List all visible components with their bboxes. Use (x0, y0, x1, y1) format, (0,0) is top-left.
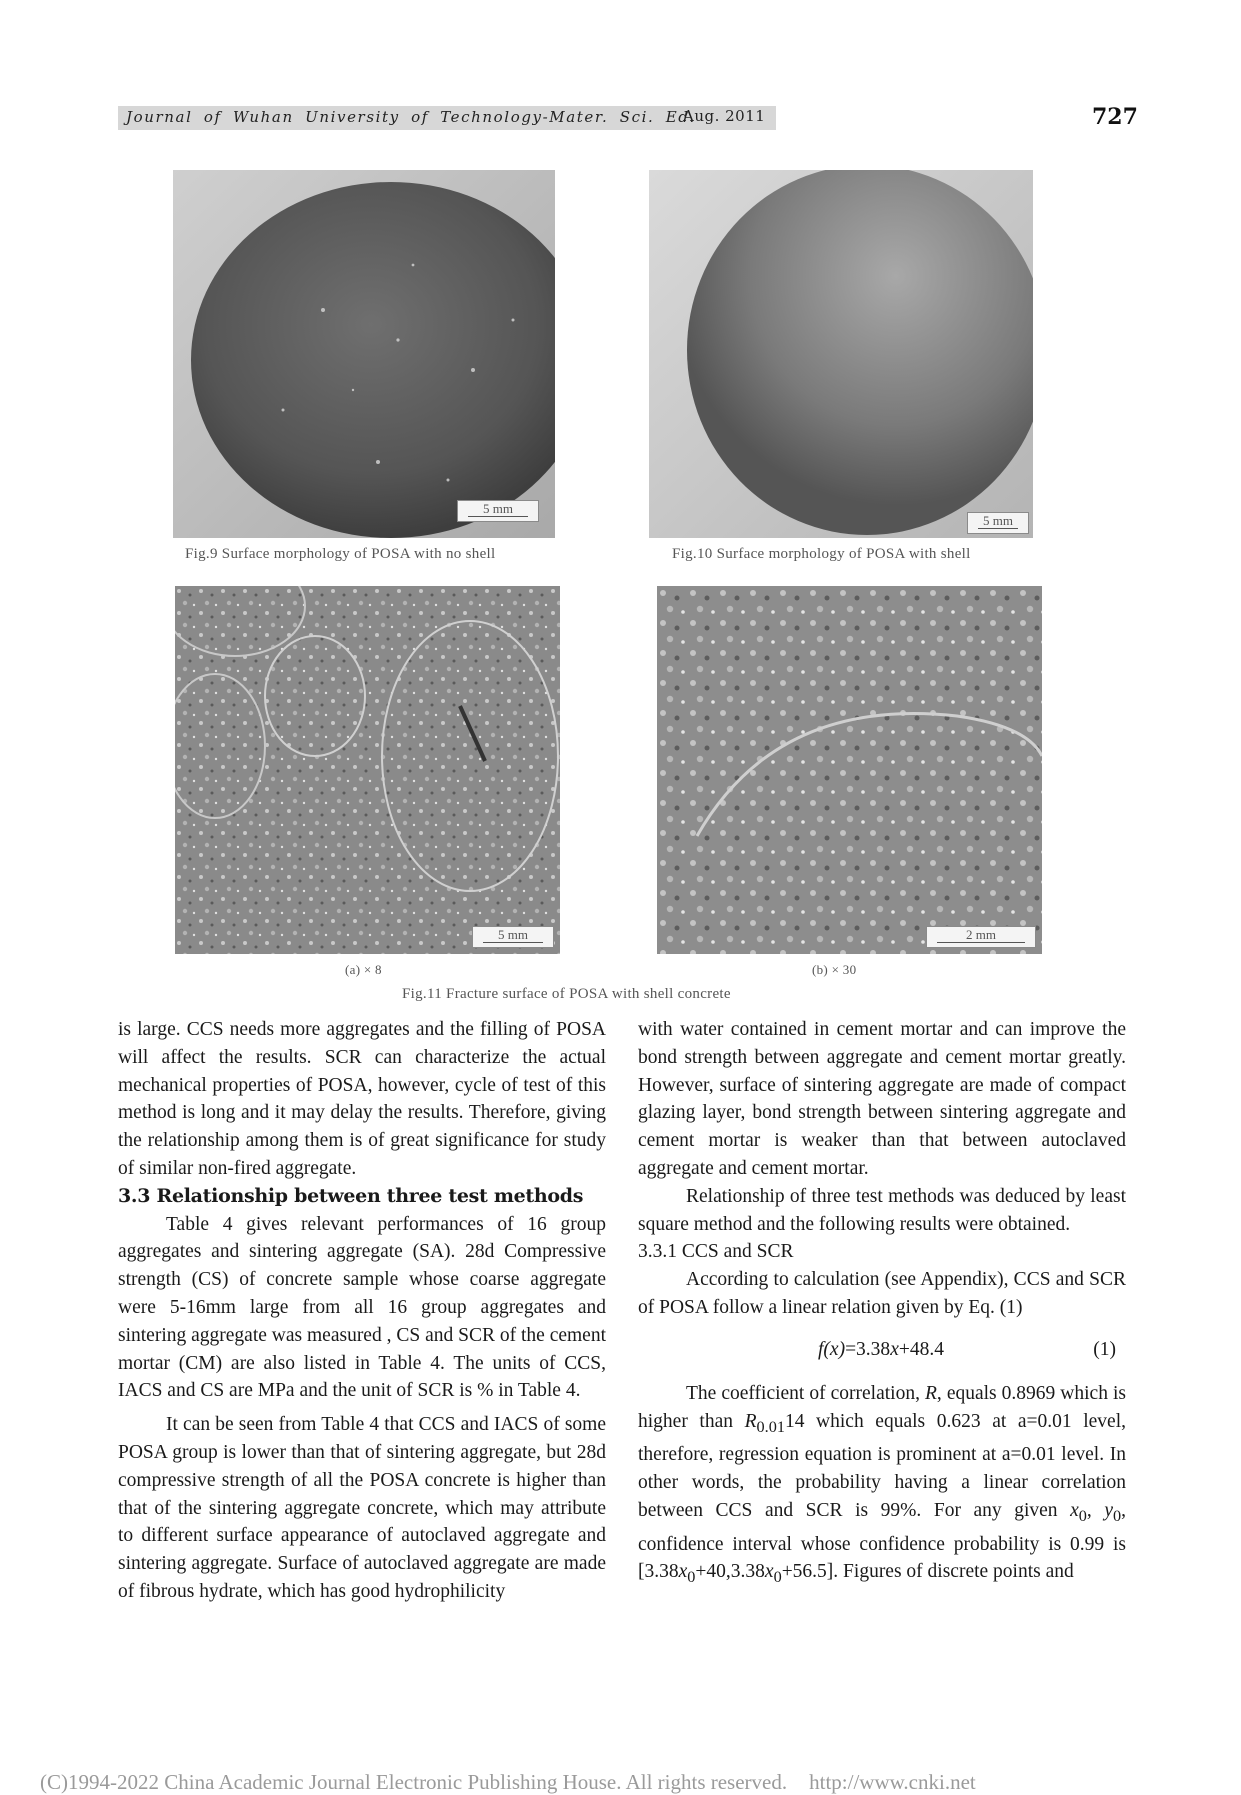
equation-fx: f(x) (818, 1338, 846, 1360)
p4-symbol-r-critical: R (744, 1410, 757, 1432)
right-paragraph-4: The coefficient of correlation, R, equals 0.8969 which is higher than $R_{0.01}14$ which equals 0.623 at a=0.01 level, therefore, regression equation is prominent at a=0.01 level. In other words, the probability having a linear correlation between CCS and SCR is 99%. For any given $x_0$, $y_0$, confidence interval whose confidence probability is 0.99 is $[3.38x_0+40,3.38x_0+56.5]$. Figures of discrete points and (638, 1382, 1127, 1587)
fig9-scale-label: 5 mm (483, 501, 513, 516)
subsection-heading: 3.3.1 CCS and SCR (638, 1241, 794, 1263)
fig10-photo (649, 170, 1033, 538)
fig11b-photo (657, 586, 1042, 954)
fig10-scale-bar (967, 512, 1029, 534)
equation-1 (638, 1332, 1126, 1372)
fig10-caption: Fig.10 Surface morphology of POSA with shell (672, 546, 971, 562)
journal-title: Journal of Wuhan University of Technology-Mater. Sci. Ed. (126, 108, 696, 126)
footer-url[interactable]: http://www.cnki.net (809, 1770, 976, 1794)
fig11a-label: (a) × 8 (345, 962, 382, 977)
fig11a-photo (175, 586, 560, 954)
p4-subscript-x0: 0 (1078, 1506, 1087, 1525)
fig11b-scale-bar (926, 926, 1036, 948)
right-paragraph-2: Relationship of three test methods was deduced by least square method and the following results were obtained. (638, 1185, 1126, 1235)
p4-text-b: , equals 0.8969 which is higher than (638, 1382, 1126, 1432)
fig9-photo-graphic (173, 170, 555, 538)
p4-text-a: The coefficient of correlation, (686, 1382, 925, 1404)
p4-text-e: +40,3.38 (695, 1561, 765, 1583)
fig11a-scale-label: 5 mm (498, 927, 528, 942)
fig11a-scale-bar (472, 926, 554, 948)
p4-text-f: +56.5]. Figures of discrete points and (781, 1561, 1074, 1583)
issue-date: Aug. 2011 (683, 107, 766, 125)
fig10-photo-graphic (649, 170, 1033, 538)
equation-expression (818, 1336, 944, 1364)
p4-symbol-x0-3: x (764, 1561, 774, 1583)
equation-number: (1) (1093, 1338, 1116, 1360)
left-column (118, 1016, 606, 1606)
fig9-photo (173, 170, 555, 538)
fig9-caption: Fig.9 Surface morphology of POSA with no shell (185, 546, 496, 562)
right-paragraph-3: According to calculation (see Appendix), CCS and SCR of POSA follow a linear relation given by Eq. (1) (638, 1269, 1126, 1318)
p4-text-d: , confidence interval whose confidence probability is 0.99 is [3.38 (638, 1499, 1127, 1583)
p4-symbol-x0: x (1070, 1499, 1079, 1521)
equation-x: x (890, 1338, 899, 1360)
p4-text-c: 14 which equals 0.623 at a=0.01 level, therefore, regression equation is prominent at a=0.01 level. In other words, the probability having a linear correlation between CCS and SCR is 99%. For any given (638, 1410, 1127, 1521)
fig11-caption: Fig.11 Fracture surface of POSA with shell concrete (402, 986, 731, 1002)
p4-subscript-x0-2: 0 (687, 1568, 696, 1587)
left-paragraph-3: It can be seen from Table 4 that CCS and IACS of some POSA group is lower than that of sintering aggregate, but 28d compressive strength of all the POSA concrete is higher than that of the sintering aggregate concrete, which may attribute to different surface appearance of autoclaved aggregate and sintering aggregate. Surface of autoclaved aggregate are made of fibrous hydrate, which has good hydrophilicity (118, 1414, 606, 1602)
left-paragraph-1: is large. CCS needs more aggregates and the filling of POSA will affect the results. SCR can characterize the actual mechanical properties of POSA, however, cycle of test of this method is long and it may delay the results. Therefore, giving the relationship among them is of great significance for study of similar non-fired aggregate. (118, 1019, 606, 1179)
p4-symbol-r: R (925, 1382, 937, 1404)
copyright-footer (40, 1770, 976, 1795)
p4-symbol-y0: y (1104, 1499, 1114, 1521)
p4-symbol-x0-2: x (678, 1561, 688, 1583)
equation-coefficient: =3.38 (845, 1338, 891, 1360)
fig10-scale-label: 5 mm (983, 513, 1013, 528)
right-paragraph-1: with water contained in cement mortar and can improve the bond strength between aggregate and cement mortar greatly. However, surface of sintering aggregate are made of compact glazing layer, bond strength between sintering aggregate and cement mortar is weaker than that between autoclaved aggregate and cement mortar. (638, 1019, 1126, 1179)
equation-intercept: +48.4 (898, 1338, 944, 1360)
copyright-text: (C)1994-2022 China Academic Journal Electronic Publishing House. All rights reserved. (40, 1770, 788, 1794)
left-paragraph-2: Table 4 gives relevant performances of 16 group aggregates and sintering aggregate (SA). 28d Compressive strength (CS) of concrete sample whose coarse aggregate were 5-16mm large from all 16 group aggregates and sintering aggregate was measured , CS and SCR of the cement mortar (CM) are also listed in Table 4. The units of CCS, IACS and CS are MPa and the unit of SCR is % in Table 4. (118, 1213, 606, 1402)
page-number: 727 (1092, 104, 1138, 130)
p4-subscript-x0-3: 0 (773, 1568, 782, 1587)
right-column (638, 1016, 1126, 1592)
fig11a-photo-graphic (175, 586, 560, 954)
p4-subscript-level: 0.01 (756, 1417, 785, 1436)
fig11b-scale-label: 2 mm (966, 927, 996, 942)
fig11b-photo-graphic (657, 586, 1042, 954)
p4-subscript-y0: 0 (1113, 1506, 1122, 1525)
section-heading: 3.3 Relationship between three test methods (118, 1184, 584, 1207)
fig11b-label: (b) × 30 (812, 962, 857, 977)
fig9-scale-bar (457, 500, 539, 522)
